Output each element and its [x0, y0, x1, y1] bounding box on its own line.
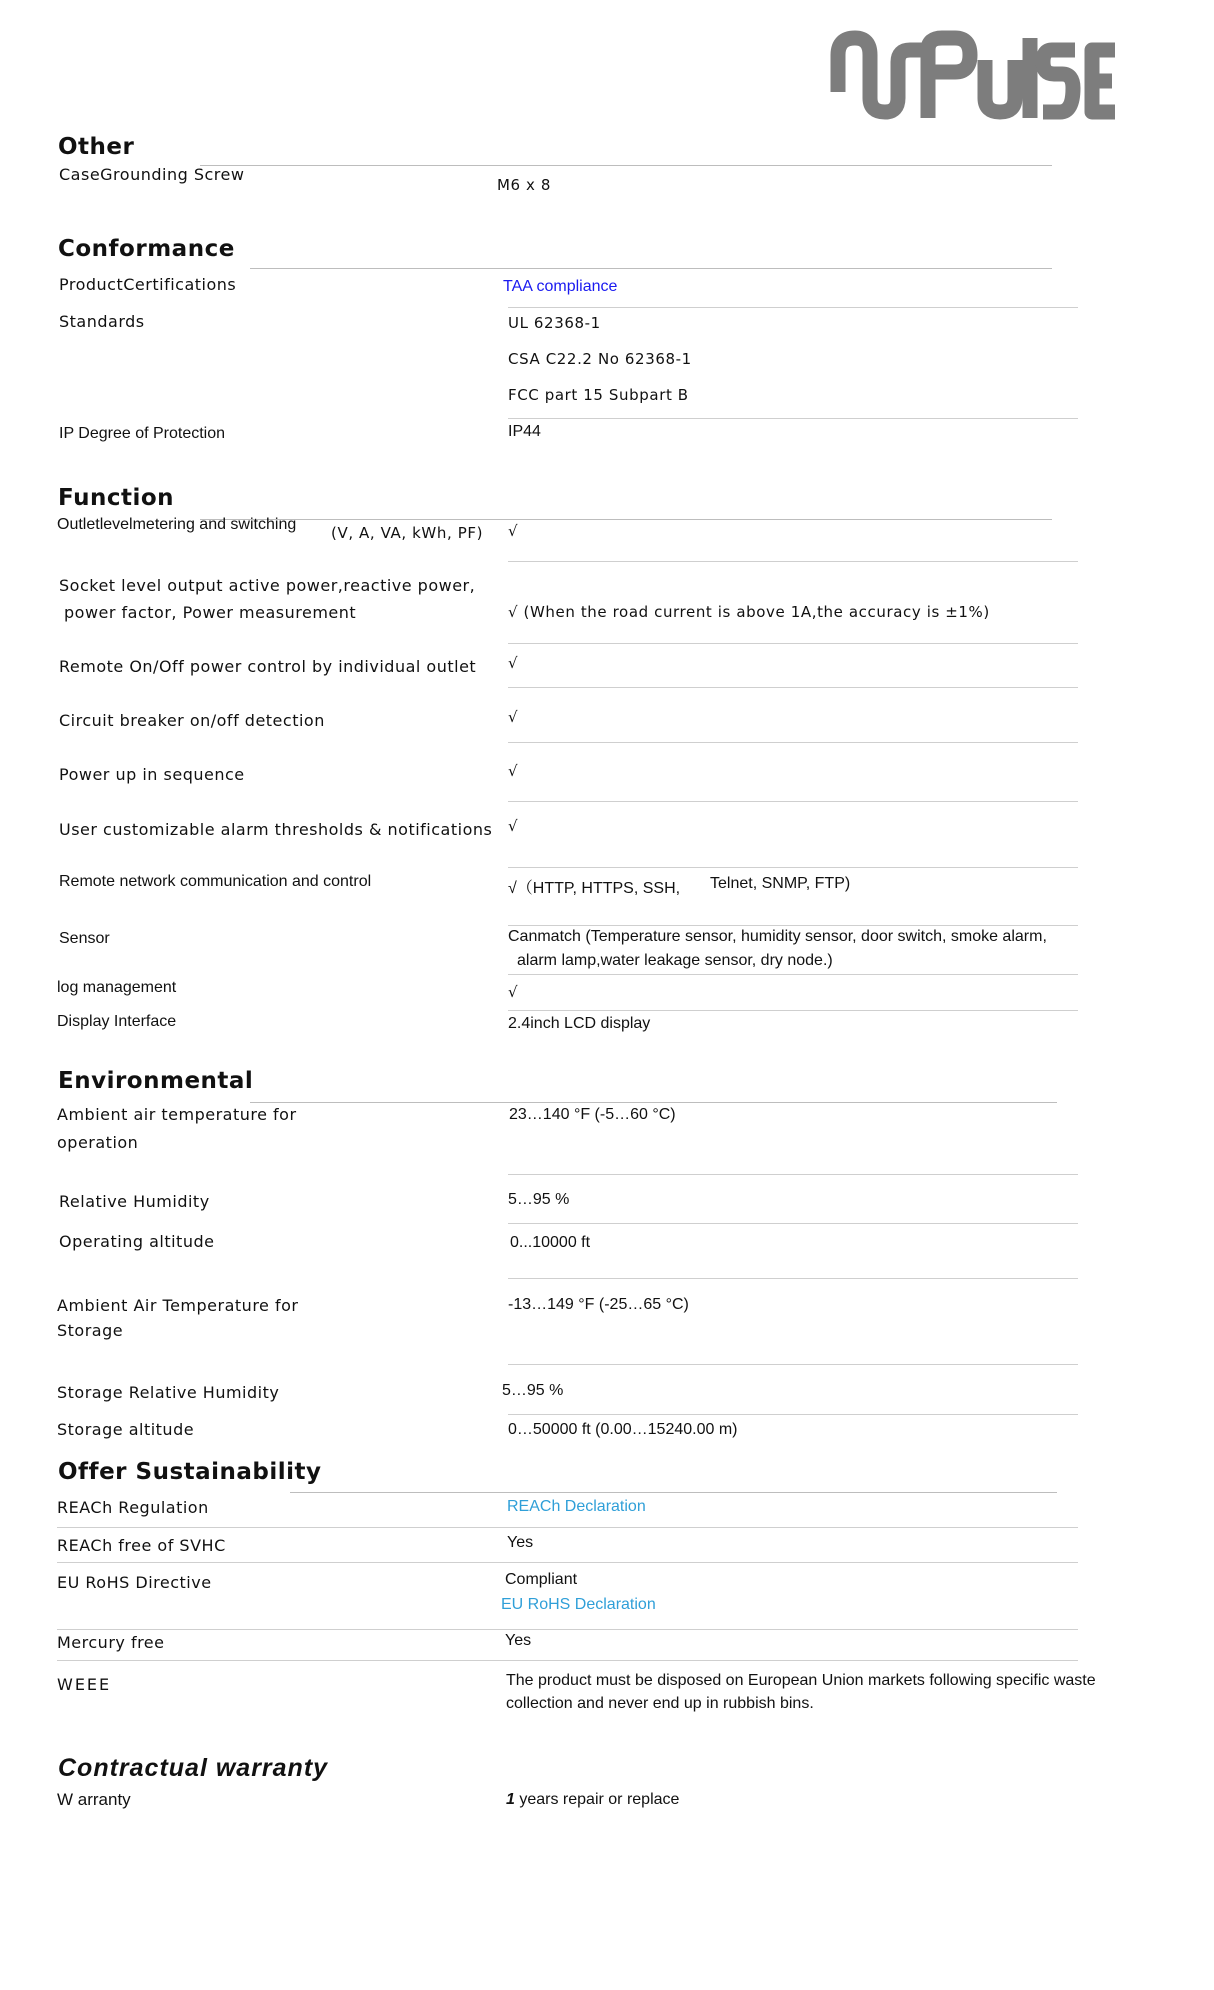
breaker-label: Circuit breaker on/off detection — [59, 711, 325, 730]
divider — [250, 1102, 1057, 1103]
divider — [200, 165, 1052, 166]
powerup-label: Power up in sequence — [59, 765, 245, 784]
divider — [57, 1562, 1078, 1563]
display-interface-label: Display Interface — [57, 1013, 177, 1030]
check-mark: √ — [508, 983, 519, 1001]
divider — [250, 268, 1052, 269]
storage-altitude-value: 0…50000 ft (0.00…15240.00 m) — [508, 1421, 738, 1438]
storage-temp-label: Ambient Air Temperature for — [57, 1296, 299, 1315]
divider — [508, 742, 1078, 743]
divider — [508, 561, 1078, 562]
divider — [508, 643, 1078, 644]
humidity-label: Relative Humidity — [59, 1192, 210, 1211]
rohs-value: Compliant — [505, 1571, 578, 1588]
socket-level-label: Socket level output active power,reactive power, — [59, 576, 476, 595]
alarm-label: User customizable alarm thresholds & notifications — [59, 820, 493, 839]
certifications-label: ProductCertifications — [59, 275, 237, 294]
divider — [508, 925, 1078, 926]
outlet-metering-sub: (V, A, VA, kWh, PF) — [331, 524, 484, 542]
standard-item: FCC part 15 Subpart B — [508, 386, 689, 404]
divider — [508, 1414, 1078, 1415]
storage-temp-value: -13…149 °F (-25…65 °C) — [508, 1296, 689, 1313]
weee-value: collection and never end up in rubbish bins. — [506, 1695, 814, 1712]
svhc-value: Yes — [507, 1534, 534, 1551]
standard-item: UL 62368-1 — [508, 314, 601, 332]
storage-temp-label: Storage — [57, 1321, 124, 1340]
storage-humidity-value: 5…95 % — [502, 1382, 564, 1399]
network-value: Telnet, SNMP, FTP) — [710, 875, 851, 892]
case-grounding-value: M6 x 8 — [497, 176, 552, 194]
divider — [508, 1223, 1078, 1224]
divider — [200, 519, 1052, 520]
netpulse-logo — [830, 30, 1120, 126]
op-temp-label: Ambient air temperature for — [57, 1105, 297, 1124]
check-mark: √ — [508, 654, 519, 672]
rohs-declaration-link[interactable]: EU RoHS Declaration — [501, 1596, 656, 1613]
network-label: Remote network communication and control — [59, 873, 372, 890]
log-management-label: log management — [57, 979, 177, 996]
divider — [57, 1527, 1078, 1528]
standards-label: Standards — [59, 312, 145, 331]
socket-level-value: √ (When the road current is above 1A,the accuracy is ±1%) — [508, 603, 990, 621]
sensor-value: Canmatch (Temperature sensor, humidity sensor, door switch, smoke alarm, — [508, 928, 1047, 945]
section-title-warranty: Contractual warranty — [58, 1754, 329, 1782]
divider — [508, 974, 1078, 975]
warranty-years: 1 — [506, 1791, 515, 1808]
section-title-function: Function — [58, 485, 175, 511]
altitude-value: 0...10000 ft — [510, 1234, 591, 1251]
case-grounding-label: CaseGrounding Screw — [59, 165, 245, 184]
standard-item: CSA C22.2 No 62368-1 — [508, 350, 692, 368]
divider — [508, 1174, 1078, 1175]
ip-degree-value: IP44 — [508, 423, 541, 440]
sensor-label: Sensor — [59, 930, 110, 947]
reach-label: REACh Regulation — [57, 1498, 209, 1517]
check-mark: √ — [508, 762, 519, 780]
op-temp-value: 23…140 °F (-5…60 °C) — [509, 1106, 676, 1123]
storage-humidity-label: Storage Relative Humidity — [57, 1383, 280, 1402]
storage-altitude-label: Storage altitude — [57, 1420, 195, 1439]
divider — [508, 801, 1078, 802]
check-mark: √ — [508, 708, 519, 726]
weee-label: WEEE — [57, 1675, 112, 1694]
network-value: √（HTTP, HTTPS, SSH, — [508, 880, 681, 897]
warranty-value — [506, 1791, 679, 1809]
divider — [290, 1492, 1057, 1493]
section-title-sustainability: Offer Sustainability — [58, 1459, 322, 1485]
mercury-label: Mercury free — [57, 1633, 165, 1652]
taa-compliance-link[interactable]: TAA compliance — [503, 278, 618, 295]
svhc-label: REACh free of SVHC — [57, 1536, 226, 1555]
section-title-environmental: Environmental — [58, 1068, 254, 1094]
check-mark: √ — [508, 522, 519, 540]
op-temp-label: operation — [57, 1133, 139, 1152]
divider — [508, 687, 1078, 688]
section-title-conformance: Conformance — [58, 236, 235, 262]
remote-onoff-label: Remote On/Off power control by individual outlet — [59, 657, 477, 676]
altitude-label: Operating altitude — [59, 1232, 215, 1251]
display-interface-value: 2.4inch LCD display — [508, 1015, 651, 1032]
divider — [508, 1010, 1078, 1011]
divider — [508, 1364, 1078, 1365]
divider — [508, 418, 1078, 419]
check-mark: √ — [508, 817, 519, 835]
divider — [57, 1629, 1078, 1630]
ip-degree-label: IP Degree of Protection — [59, 425, 226, 442]
outlet-metering-label: Outletlevelmetering and switching — [57, 516, 297, 533]
reach-declaration-link[interactable]: REACh Declaration — [507, 1498, 646, 1515]
humidity-value: 5…95 % — [508, 1191, 570, 1208]
warranty-text: years repair or replace — [514, 1791, 680, 1808]
sensor-value: alarm lamp,water leakage sensor, dry node.) — [517, 952, 833, 969]
warranty-label: W arranty — [57, 1790, 131, 1809]
divider — [57, 1660, 1078, 1661]
mercury-value: Yes — [505, 1632, 532, 1649]
divider — [508, 867, 1078, 868]
divider — [508, 307, 1078, 308]
divider — [508, 1278, 1078, 1279]
rohs-label: EU RoHS Directive — [57, 1573, 212, 1592]
socket-level-label: power factor, Power measurement — [64, 603, 357, 622]
section-title-other: Other — [58, 134, 135, 160]
weee-value: The product must be disposed on European Union markets following specific waste — [506, 1672, 1096, 1689]
